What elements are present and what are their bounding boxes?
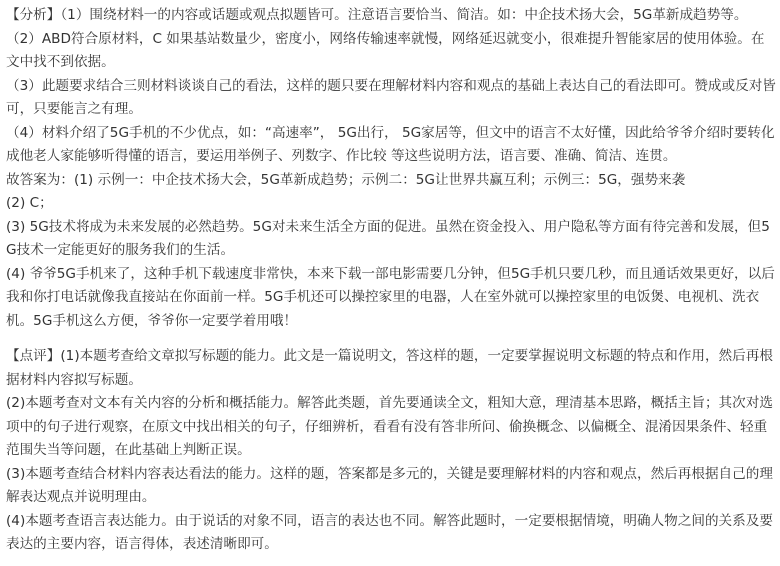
- comment-paragraph-2: (2)本题考查对文本有关内容的分析和概括能力。解答此类题，首先要通读全文，粗知大意，理清基本思路，概括主旨；其次对选项中的句子进行观察，在原文中找出相关的句子，仔细辨析，看看有没有答非所问、偷换概念、以偏概全、混淆因果条件、轻重范围失当等问题，在此基础上判断正误。: [6, 395, 773, 458]
- analysis-heading-paragraph: 【分析】（1）围绕材料一的内容或话题或观点拟题皆可。注意语言要恰当、简洁。如：中企技术扬大会，5G革新成趋势等。: [6, 7, 748, 23]
- answer-paragraph-2: (2) C；: [6, 195, 53, 211]
- analysis-paragraph-4: （4）材料介绍了5G手机的不少优点，如：“高速率”， 5G出行， 5G家居等，但文中的语言不太好懂，因此给爷爷介绍时要转化成他老人家能够听得懂的语言，要运用举例子、列数字、作比较 等这些说明方法，语言要、准确、简洁、连贯。: [6, 124, 775, 164]
- answer-paragraph-3: (3) 5G技术将成为未来发展的必然趋势。5G对未来生活全方面的促进。虽然在资金投入、用户隐私等方面有待完善和发展，但5G技术一定能更好的服务我们的生活。: [6, 218, 770, 258]
- comment-section: [6, 345, 776, 557]
- analysis-section: [6, 4, 776, 333]
- comment-paragraph-3: (3)本题考查结合材料内容表达看法的能力。这样的题，答案都是多元的，关键是要理解材料的内容和观点，然后再根据自己的理解表达观点并说明理由。: [6, 465, 773, 505]
- comment-paragraph-4: (4)本题考查语言表达能力。由于说话的对象不同，语言的表达也不同。解答此题时，一定要根据情境，明确人物之间的关系及要表达的主要内容，语言得体，表述清晰即可。: [6, 512, 773, 552]
- comment-paragraph-1: 【点评】(1)本题考查给文章拟写标题的能力。此文是一篇说明文，答这样的题，一定要掌握说明文标题的特点和作用，然后再根据材料内容拟写标题。: [6, 348, 773, 388]
- analysis-paragraph-2: （2）ABD符合原材料，C 如果基站数量少，密度小，网络传输速率就慢，网络延迟就变小，很难提升智能家居的使用体验。在文中找不到依据。: [6, 30, 765, 70]
- section-divider-space: [6, 333, 776, 345]
- answer-paragraph-4: (4) 爷爷5G手机来了，这种手机下载速度非常快，本来下载一部电影需要几分钟，但5G手机只要几秒，而且通话效果更好，以后我和你打电话就像我直接站在你面前一样。5G手机还可以操控家里的电器，人在室外就可以操控家里的电饭煲、电视机、洗衣机。5G手机这么方便，爷爷你一定要学着用哦！: [6, 265, 775, 329]
- analysis-paragraph-3: （3）此题要求结合三则材料谈谈自己的看法，这样的题只要在理解材料内容和观点的基础上表达自己的看法即可。赞成或反对皆可，只要能言之有理。: [6, 77, 776, 117]
- answer-paragraph-1: 故答案为：(1) 示例一：中企技术扬大会，5G革新成趋势；示例二：5G让世界共赢互利；示例三：5G，强势来袭: [6, 171, 686, 188]
